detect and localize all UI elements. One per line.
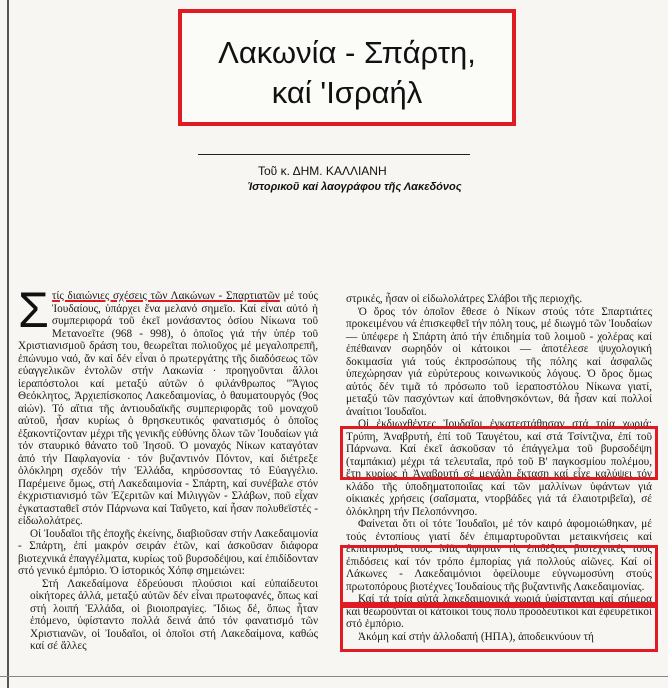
paragraph (18, 282, 318, 528)
byline-divider (198, 154, 470, 155)
drop-cap: Σ (18, 282, 49, 338)
bottom-divider (0, 676, 668, 677)
paragraph: Ὁ ὅρος τόν ὁποῖον ἔθεσε ὁ Νίκων στούς τότε Σπαρτιάτες προκειμένου νά ἐπισκεφθεῖ τήν πόλη τους, μέ διωγμό τῶν Ἰουδαίων — ὑπέφερε ἡ Σπάρτη ἀπό τήν ἐπιδημία τοῦ λοιμοῦ - χολέρας καί ἐπέθαιναν σωρηδόν οἱ κάτοικοι — ἀποτέλεσε ψυχολογική δοκιμασία γιά τούς ἐκπροσώπους τῆς πόλης καί ἀσφαλῶς ὑπεχώρησαν γιά εὐρύτερους κοινωνικούς λόγους. Ὁ ὅρος ὅμως αὐτός δέν τιμᾶ τό πρόσωπο τοῦ ἱεραποστόλου Νίκωνα γιατί, μεταξύ τῶν πασχόντων καί ἀποθνησκόντων, θά ἦσαν καί πολλοί ἀναίτιοι Ἰουδαῖοι. (346, 305, 652, 418)
paragraph-text: μέ τούς Ἰουδαίους, ὑπάρχει ἕνα μελανό σημεῖο. Καί εἶναι αὐτό ἡ συμπεριφορά τοῦ ἐκεῖ μονάσαντος ὁσίου Νίκωνα τοῦ Μετανοεῖτε (968 - 998), ὁ ὁποῖος γιά τήν ὑπέρ τοῦ Χριστιανισμοῦ δράση του, θεωρεῖται πολιοῦχος μέ μεγαλοπρεπῆ, ἐπώνυμο ναό, ἄν καί δέν εἶναι ὁ πρωτεργάτης τῆς διαδόσεως τῶν εὐαγγελικῶν ἐντολῶν στήν Λακωνία · προηγοῦνται ἄλλοι ἱεραπόστολοι καί μεταξύ αὐτῶν ὁ φιλάνθρωπος "Ἅγιος Θεόκλητος, Ἀρχιεπίσκοπος Λακεδαιμονίας, ὁ θαυματουργός (9ος αἰών). Τό αἴτια τῆς ἀντιουδαϊκῆς συμπεριφορᾶς τοῦ μοναχοῦ αὐτοῦ, ἦσαν κυρίως ὁ θρησκευτικός φανατισμός ὁ ὁποῖος ἐξακοντίζονταν μέχρι τῆς γενικῆς εὐθύνης ὅλων τῶν Ἰουδαίων γιά τόν σταυρικό θάνατο τοῦ Ἰησοῦ. Ὁ μοναχός Νίκων καταγόταν ἀπό τήν Παφλαγονία · τόν βυζαντινόν Πόντον, καί διέτρεξε ὁλόκληρη σχεδόν τήν Ἑλλάδα, κηρύσσοντας τό Εὐαγγέλιο. Παρέμεινε ὅμως, στή Λακεδαιμονία - Σπάρτη, καί συνέβαλε στόν ἐκχριστιανισμό τῶν Ἐζεριτῶν καί Μιλιγγῶν - Σλάβων, ποῦ εἶχαν ἐγκατασταθεῖ στόν Πάρνωνα καί Ταΰγετο, καί ἦσαν πολυθεϊστές - εἰδωλολάτρες. (18, 290, 318, 527)
page-title-line-1: Λακωνία - Σπάρτη, (218, 35, 476, 70)
highlighted-phrase: τίς διαιώνιες σχέσεις τῶν Λακώνων - Σπαρτιατῶν (51, 290, 280, 302)
author-role: Ἱστορικοῦ καί λαογράφου τῆς Λακεδόνος (248, 181, 462, 193)
page-title-line-2: καί 'Ισραήλ (271, 75, 423, 110)
quote-paragraph: Στή Λακεδαίμονα ἑδρεύουσι πλούσιοι καί εὐπαίδευτοι οἰκήτορες ἀλλά, μεταξύ αὐτῶν δέν εἶναι πρωτοφανές, ὅπως καί στή λοιπή Ἑλλάδα, οἱ βιοιοπραγίες. Ἴδιως δέ, ὅπως ἦταν ἑπόμενο, ὑφίσταντο πολλά δεινά ἀπό τόν φανατισμό τῶν Χριστιανῶν, οἱ Ἰουδαῖοι, οἱ ὁποῖοι στή Λακεδαίμονα, καθώς καί σέ ἄλλες (30, 577, 318, 652)
left-column (18, 282, 318, 653)
paragraph: στρικές, ἦσαν οἱ εἰδωλολάτρες Σλάβοι τῆς περιοχῆς. (346, 293, 583, 305)
paragraph: Ἀκόμη καί στήν ἀλλοδαπή (ΗΠΑ), ἀποδεικνύουν τή (358, 630, 594, 643)
right-column (346, 293, 652, 643)
paragraph: Φαίνεται ὅτι οἱ τότε Ἰουδαῖοι, μέ τόν καιρό ἀφομοιώθηκαν, μέ τούς ἐντοπίους γιατί δέν ἐπιμαρτυροῦνται μεταικνήσεις καί ἐκπατρισμός τους. Μᾶς ἄφησαν τίς ἐπιδέξιες βιοτεχνικές τους ἐπιδόσεις καί τόν τρόπο ἐμπορίας γιά πολλούς αἰῶνες. Καί οἱ Λάκωνες - Λακεδαιμόνιοι ὀφείλουμε εὐγνωμοσύνη στούς πρωτοπόρους βιοτέχνες Ἰουδαίους τῆς βυζαντινῆς Λακεδαιμονίας. (346, 518, 652, 593)
paragraph: Οἱ ἐκδιωχθέντες Ἰουδαῖοι ἐγκατεστάθησαν στά τρία χωριά: Τρύπη, Ἀναβρυτή, ἐπί τοῦ Ταυγέτου, καί στά Τσίντζινα, ἐπί τοῦ Πάρνωνα. Καί ἐκεῖ ἀσκοῦσαν τό ἐπάγγελμα τοῦ βυρσοδέψη (ταμπάκια) μέχρι τά τελευταῖα, πρό τοῦ Β' παγκοσμίου πολέμου, ἔτη κυρίως ἡ Ἀναβρυτή σέ μεγάλη ἔκταση καί εἶχε καλύψει τόν κλάδο τῆς ὑποδηματοποιΐας καί τῶν μαλλίνων ὑφάντων γιά οἰκιακές χρήσεις (σαΐσματα, ντορβάδες γιά τά ἐλαιοτριβεῖα), σέ ὁλόκληρη τήν Πελοπόννησο. (346, 418, 652, 518)
author-name: Τοῦ κ. ΔΗΜ. ΚΑΛΛΙΑΝΗ (258, 164, 387, 178)
page-edge-rule (7, 0, 9, 688)
title-highlight-box (178, 9, 516, 126)
paragraph: Καί τά τρία αὐτά λακεδαιμονικά χωριά ὑφίστανται καί σήμερα καί θεωροῦνται οἱ κάτοικοί τους πολύ προοδευτικοί καί ἐφευρετικοί στό ἐμπόριο. (346, 593, 652, 630)
paragraph: Οἱ Ἰουδαῖοι τῆς ἐποχῆς ἐκείνης, διαβιοῦσαν στήν Λακεδαιμονία - Σπάρτη, ἐπί μακρόν σειράν ἐτῶν, καί ἀσκοῦσαν διάφορα βιοτεχνικά ἐπαγγέλματα, κυρίως τοῦ βυρσοδέψου, καί ἐπιδίδονταν στό γενικό ἐμπόριο. Ὁ ἱστορικός Χόπφ σημειώνει: (18, 527, 318, 577)
